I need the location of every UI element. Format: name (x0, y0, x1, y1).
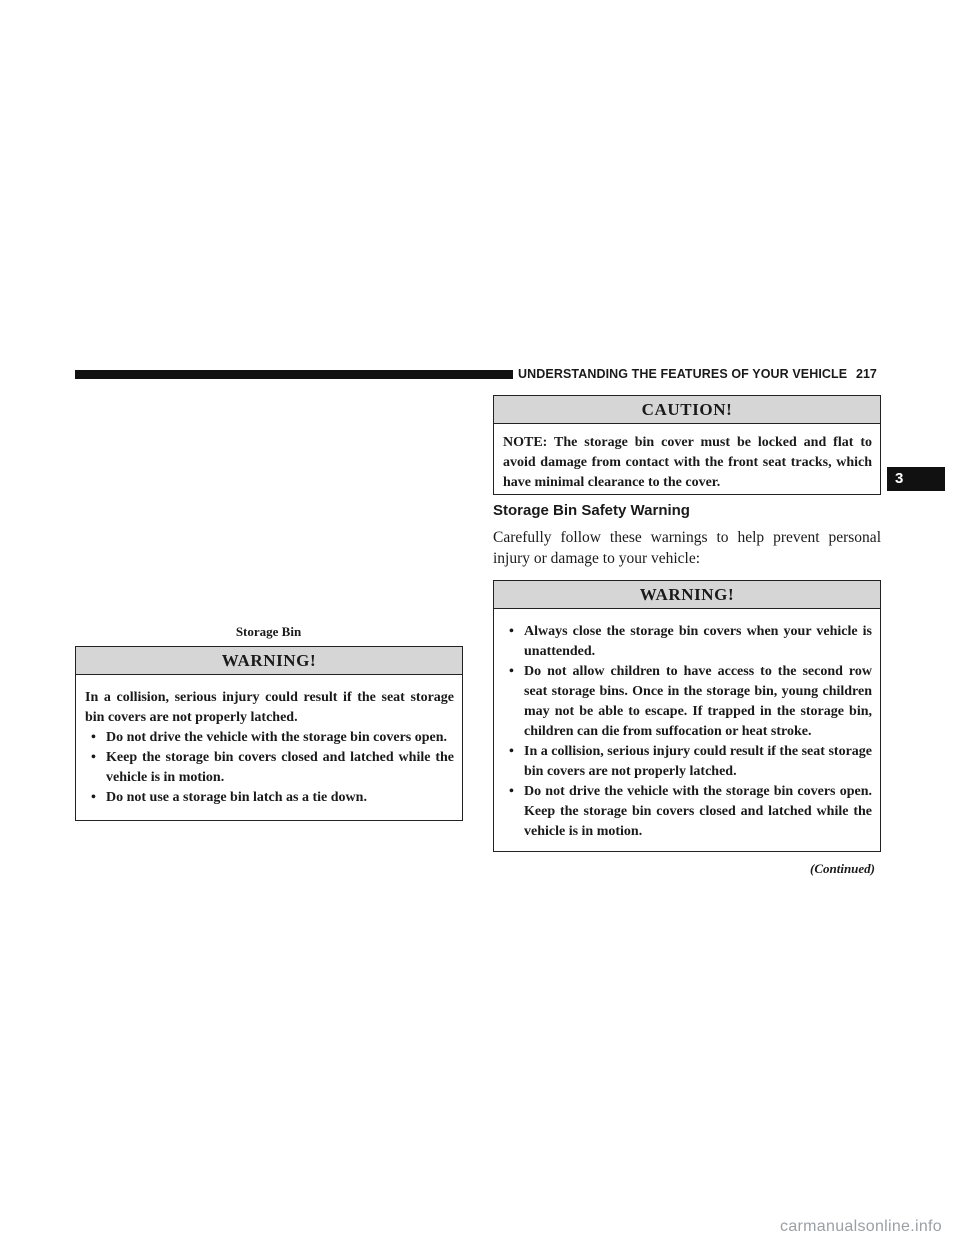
list-item: • Always close the storage bin covers when your vehicle is unattended. (509, 624, 872, 659)
caution-heading: CAUTION! (494, 396, 880, 424)
list-item: • Do not allow children to have access to the second row seat storage bins. Once in the storage bin, young children may not be able to escape. If trapped in the storage bin, children can die from suffocation or heat stroke. (509, 664, 872, 739)
watermark: carmanualsonline.info (780, 1218, 942, 1235)
caution-box (493, 395, 881, 495)
list-item: • Do not drive the vehicle with the storage bin covers open. (85, 728, 454, 748)
warning-heading: WARNING! (494, 581, 880, 609)
bullet-icon: • (509, 744, 514, 759)
warning-body (494, 609, 880, 852)
list-item: • Keep the storage bin covers closed and latched while the vehicle is in motion. (91, 750, 454, 785)
chapter-tab[interactable]: 3 (887, 467, 945, 491)
warning-box-left (75, 646, 463, 821)
list-item: • Do not use a storage bin latch as a tie down. (85, 788, 454, 808)
running-header-title: UNDERSTANDING THE FEATURES OF YOUR VEHICLE (518, 367, 848, 381)
bullet-icon: • (91, 750, 96, 765)
list-item: • Do not drive the vehicle with the storage bin covers open. Keep the storage bin covers closed and latched while the vehicle is in motion. (509, 784, 872, 839)
warning-box-right (493, 580, 881, 852)
continued-note: (Continued) (809, 861, 875, 876)
bullet-icon: • (509, 624, 514, 639)
bullet-icon: • (509, 784, 514, 799)
page-number: 217 (856, 367, 877, 381)
warning-bullet-list (503, 622, 872, 842)
warning-body (76, 675, 462, 818)
section-heading: Storage Bin Safety Warning (493, 502, 690, 519)
bullet-icon: • (91, 730, 96, 745)
caution-text: NOTE: The storage bin cover must be locked and flat to avoid damage from contact with the front seat tracks, which have minimal clearance to the cover. (503, 435, 872, 490)
figure-caption: Storage Bin (235, 624, 302, 639)
section-intro: Carefully follow these warnings to help prevent personal injury or damage to your vehicle: (493, 529, 881, 567)
list-item: • In a collision, serious injury could result if the seat storage bin covers are not properly latched. (509, 744, 872, 779)
warning-bullet-list (85, 728, 454, 808)
warning-intro: In a collision, serious injury could result if the seat storage bin covers are not properly latched. (85, 690, 454, 725)
caution-body (494, 424, 880, 503)
bullet-icon: • (509, 664, 514, 679)
warning-heading: WARNING! (76, 647, 462, 675)
bullet-icon: • (91, 790, 96, 805)
header-rule (75, 370, 513, 379)
